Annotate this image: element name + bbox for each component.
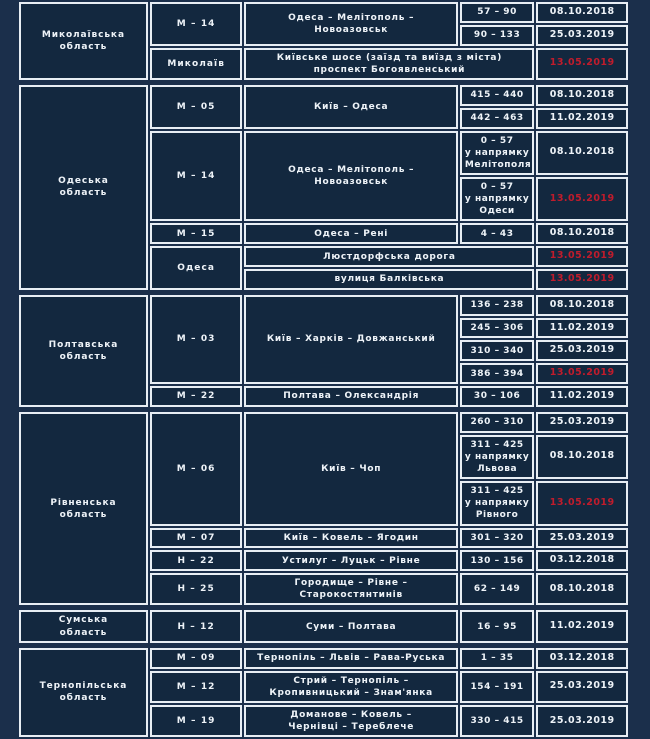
region-section-table bbox=[17, 410, 630, 608]
date-cell: 08.10.2018 bbox=[536, 2, 628, 23]
route-cell: Одеса – Мелітополь – Новоазовськ bbox=[244, 2, 457, 46]
km-range-cell: 311 – 425 у напрямку Львова bbox=[460, 435, 534, 479]
date-cell: 11.02.2019 bbox=[536, 386, 628, 407]
road-code-cell: М – 05 bbox=[150, 85, 243, 129]
road-code-cell: Н – 25 bbox=[150, 573, 243, 605]
road-code-cell: Н – 22 bbox=[150, 550, 243, 571]
road-code-cell: Одеса bbox=[150, 246, 243, 290]
region-cell: Полтавська область bbox=[19, 295, 148, 407]
route-cell: Городище – Рівне – Старокостянтинів bbox=[244, 573, 457, 605]
date-cell: 13.05.2019 bbox=[536, 177, 628, 221]
date-cell: 08.10.2018 bbox=[536, 85, 628, 106]
km-range-cell: 260 – 310 bbox=[460, 412, 534, 433]
date-cell: 13.05.2019 bbox=[536, 48, 628, 80]
km-range-cell: 136 – 238 bbox=[460, 295, 534, 316]
road-code-cell: М – 09 bbox=[150, 648, 243, 669]
road-code-cell: М – 14 bbox=[150, 2, 243, 46]
route-cell: Київ – Одеса bbox=[244, 85, 457, 129]
date-cell: 25.03.2019 bbox=[536, 671, 628, 703]
region-section-table bbox=[17, 0, 630, 82]
table-row bbox=[19, 412, 628, 433]
km-range-cell: 442 – 463 bbox=[460, 108, 534, 129]
route-cell: Київ – Ковель – Ягодин bbox=[244, 528, 457, 549]
date-cell: 13.05.2019 bbox=[536, 246, 628, 267]
km-range-cell: 245 – 306 bbox=[460, 318, 534, 339]
km-range-cell: 154 – 191 bbox=[460, 671, 534, 703]
date-cell: 13.05.2019 bbox=[536, 363, 628, 384]
date-cell: 03.12.2018 bbox=[536, 648, 628, 669]
table-row bbox=[19, 85, 628, 106]
date-cell: 11.02.2019 bbox=[536, 108, 628, 129]
date-cell: 25.03.2019 bbox=[536, 705, 628, 737]
date-cell: 11.02.2019 bbox=[536, 610, 628, 642]
route-cell: Київ – Чоп bbox=[244, 412, 457, 526]
km-range-cell: 4 – 43 bbox=[460, 223, 534, 244]
km-range-cell: 330 – 415 bbox=[460, 705, 534, 737]
km-range-cell: 90 – 133 bbox=[460, 25, 534, 46]
route-cell: Суми – Полтава bbox=[244, 610, 457, 642]
date-cell: 11.02.2019 bbox=[536, 318, 628, 339]
km-range-cell: 30 – 106 bbox=[460, 386, 534, 407]
km-range-cell: 130 – 156 bbox=[460, 550, 534, 571]
km-range-cell: 16 – 95 bbox=[460, 610, 534, 642]
km-range-cell: 62 – 149 bbox=[460, 573, 534, 605]
date-cell: 13.05.2019 bbox=[536, 481, 628, 525]
route-cell: Стрий – Тернопіль – Кропивницький – Знам'янка bbox=[244, 671, 457, 703]
date-cell: 08.10.2018 bbox=[536, 573, 628, 605]
km-range-cell: 301 – 320 bbox=[460, 528, 534, 549]
road-code-cell: Н – 12 bbox=[150, 610, 243, 642]
road-code-cell: М – 14 bbox=[150, 131, 243, 222]
region-cell: Одеська область bbox=[19, 85, 148, 290]
region-section-table bbox=[17, 293, 630, 409]
region-cell: Сумська область bbox=[19, 610, 148, 642]
route-cell: Київ – Харків – Довжанський bbox=[244, 295, 457, 384]
date-cell: 13.05.2019 bbox=[536, 269, 628, 290]
route-cell: Устилуг – Луцьк – Рівне bbox=[244, 550, 457, 571]
km-range-cell: 415 – 440 bbox=[460, 85, 534, 106]
table-row bbox=[19, 610, 628, 642]
route-cell: Доманове – Ковель – Чернівці – Тереблече bbox=[244, 705, 457, 737]
route-cell: Одеса – Мелітополь – Новоазовськ bbox=[244, 131, 457, 222]
route-cell: вулиця Балківська bbox=[244, 269, 534, 290]
route-cell: Полтава – Олександрія bbox=[244, 386, 457, 407]
km-range-cell: 0 – 57 у напрямку Мелітополя bbox=[460, 131, 534, 175]
date-cell: 25.03.2019 bbox=[536, 340, 628, 361]
road-code-cell: М – 12 bbox=[150, 671, 243, 703]
date-cell: 08.10.2018 bbox=[536, 131, 628, 175]
date-cell: 03.12.2018 bbox=[536, 550, 628, 571]
region-cell: Миколаївська область bbox=[19, 2, 148, 80]
km-range-cell: 386 – 394 bbox=[460, 363, 534, 384]
date-cell: 08.10.2018 bbox=[536, 295, 628, 316]
road-code-cell: Миколаїв bbox=[150, 48, 243, 80]
km-range-cell: 1 – 35 bbox=[460, 648, 534, 669]
table-row bbox=[19, 2, 628, 23]
km-range-cell: 311 – 425 у напрямку Рівного bbox=[460, 481, 534, 525]
date-cell: 25.03.2019 bbox=[536, 412, 628, 433]
road-code-cell: М – 15 bbox=[150, 223, 243, 244]
region-section-table bbox=[17, 83, 630, 292]
region-cell: Тернопільська область bbox=[19, 648, 148, 737]
route-cell: Одеса – Рені bbox=[244, 223, 457, 244]
table-row bbox=[19, 295, 628, 316]
road-code-cell: М – 03 bbox=[150, 295, 243, 384]
road-code-cell: М – 06 bbox=[150, 412, 243, 526]
km-range-cell: 57 – 90 bbox=[460, 2, 534, 23]
route-cell: Київське шосе (заїзд та виїзд з міста) проспект Богоявленський bbox=[244, 48, 534, 80]
region-cell: Рівненська область bbox=[19, 412, 148, 606]
road-code-cell: М – 19 bbox=[150, 705, 243, 737]
route-cell: Люстдорфська дорога bbox=[244, 246, 534, 267]
road-code-cell: М – 07 bbox=[150, 528, 243, 549]
km-range-cell: 310 – 340 bbox=[460, 340, 534, 361]
route-cell: Тернопіль – Львів – Рава-Руська bbox=[244, 648, 457, 669]
date-cell: 08.10.2018 bbox=[536, 223, 628, 244]
road-code-cell: М – 22 bbox=[150, 386, 243, 407]
date-cell: 25.03.2019 bbox=[536, 528, 628, 549]
km-range-cell: 0 – 57 у напрямку Одеси bbox=[460, 177, 534, 221]
region-section-table bbox=[17, 646, 630, 739]
date-cell: 25.03.2019 bbox=[536, 25, 628, 46]
date-cell: 08.10.2018 bbox=[536, 435, 628, 479]
region-section-table bbox=[17, 608, 630, 644]
